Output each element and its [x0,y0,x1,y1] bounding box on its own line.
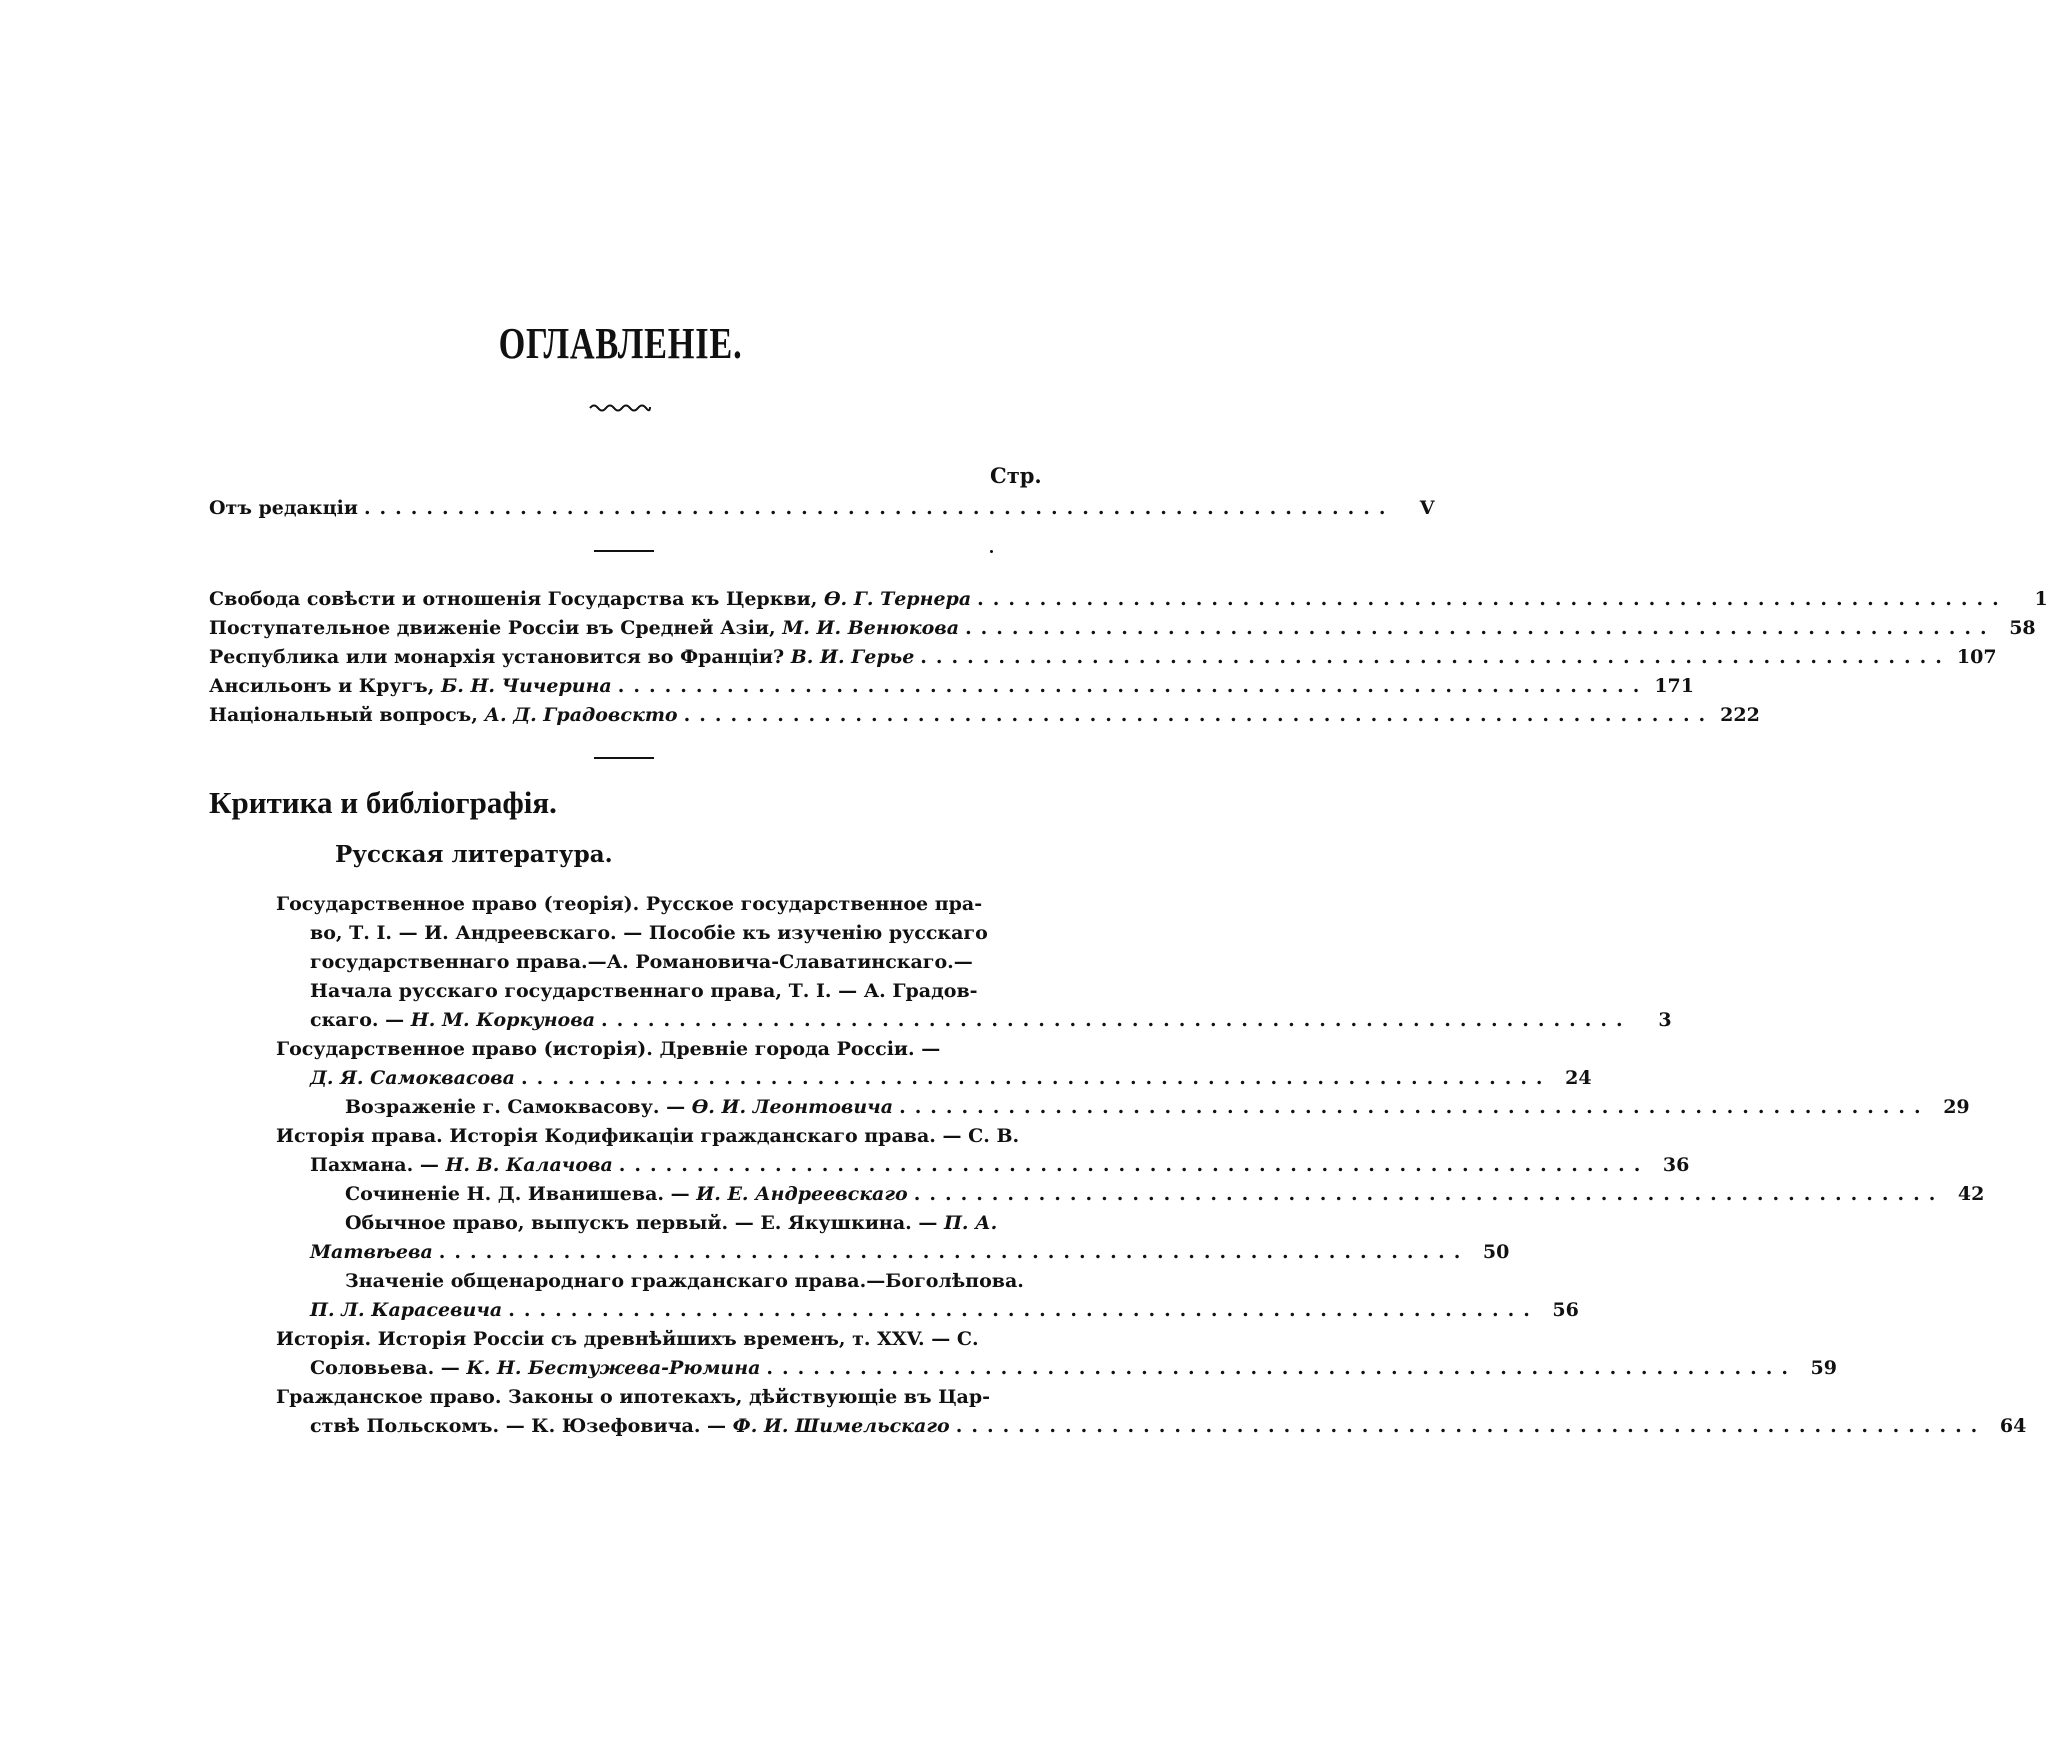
toc-entry-label: Обычное право, выпускъ первый. — Е. Якушкина. — [345,1212,938,1234]
dot-leader: .................................................................. [683,704,1715,726]
toc-lit-row[interactable] [310,1415,2027,1437]
divider [594,757,654,759]
toc-lit-row[interactable] [310,1154,1690,1176]
toc-page-number: 56 [1552,1299,1579,1321]
toc-page-number: 1 [2034,588,2048,610]
toc-article-row[interactable] [209,588,2048,610]
stray-mark [990,550,993,553]
toc-lit-row[interactable] [310,1009,1672,1031]
toc-article-row[interactable] [209,704,1760,726]
toc-text-line [345,1212,997,1234]
toc-text-line: во, Т. I. — И. Андреевскаго. — Пособіе къ изученію русскаго [310,922,988,944]
dot-leader: .................................................................. [438,1241,1470,1263]
toc-entry-author: А. Д. Градовскто [484,704,678,726]
toc-lit-row[interactable] [310,1299,1579,1321]
toc-entry-author: Б. Н. Чичерина [441,675,612,697]
toc-entry-author: И. Е. Андреевскаго [696,1183,908,1205]
toc-page-number: 24 [1565,1067,1592,1089]
toc-text-line: Значеніе общенароднаго гражданскаго права.—Боголѣпова. [345,1270,1024,1292]
toc-text-line: Исторія. Исторія Россіи съ древнѣйшихъ временъ, т. XXV. — С. [276,1328,979,1350]
toc-entry-author: П. Л. Карасевича [310,1299,503,1321]
dot-leader: .................................................................. [520,1067,1552,1089]
toc-page-number: 29 [1943,1096,1970,1118]
dot-leader: .................................................................. [766,1357,1797,1379]
divider [594,550,654,552]
toc-lit-row[interactable] [310,1357,1837,1379]
toc-preface-row[interactable] [209,497,1435,519]
toc-article-row[interactable] [209,675,1694,697]
toc-entry-label: скаго. — [310,1009,405,1031]
dot-leader: .................................................................. [601,1009,1632,1031]
dot-leader: .................................................................. [617,675,1649,697]
toc-text-line: Начала русскаго государственнаго права, Т. I. — А. Градов- [310,980,978,1002]
toc-page-number: 171 [1654,675,1694,697]
dot-leader: .................................................................. [965,617,1996,639]
toc-page-number: 59 [1810,1357,1837,1379]
toc-entry-label: Соловьева. — [310,1357,460,1379]
page-title: ОГЛАВЛЕНІЕ. [498,319,743,368]
toc-entry-author: П. А. [943,1212,998,1234]
dot-leader: .................................................................. [899,1096,1930,1118]
toc-lit-row[interactable] [345,1096,1970,1118]
toc-entry-label: Возраженіе г. Самоквасову. — [345,1096,686,1118]
toc-page-number: 42 [1957,1183,1985,1205]
toc-page-number: 50 [1482,1241,1510,1263]
toc-lit-row[interactable] [310,1241,1510,1263]
dot-leader: .................................................................. [363,497,1395,519]
toc-lit-row[interactable] [345,1183,1985,1205]
toc-entry-label: Ансильонъ и Кругъ, [209,675,435,697]
toc-entry-label: ствѣ Польскомъ. — К. Юзефовича. — [310,1415,727,1437]
toc-page-number: 36 [1662,1154,1690,1176]
dot-leader: .................................................................. [920,646,1951,668]
toc-entry-author: Ѳ. Г. Тернера [823,588,972,610]
toc-entry-author: Матвѣева [310,1241,433,1263]
toc-page-number: 107 [1956,646,1997,668]
toc-entry-author: М. И. Венюкова [782,617,960,639]
page-column-label: Стр. [990,463,1042,488]
toc-text-line: Исторія права. Исторія Кодификаціи гражданскаго права. — С. В. [276,1125,1020,1147]
ornament-wave [588,400,652,414]
subsection-title: Русская литература. [335,841,613,868]
toc-entry-label: Пахмана. — [310,1154,439,1176]
dot-leader: .................................................................. [977,588,2008,610]
toc-page-number: 64 [1999,1415,2027,1437]
toc-entry-label: Свобода совѣсти и отношенія Государства къ Церкви, [209,588,818,610]
toc-article-row[interactable] [209,617,2036,639]
toc-entry-author: Ф. И. Шимельскаго [732,1415,950,1437]
toc-page-number: V [1419,497,1435,519]
toc-page-number: 222 [1720,704,1760,726]
toc-text-line: Государственное право (исторія). Древніе города Россіи. — [276,1038,941,1060]
toc-entry-author: Ѳ. И. Леонтовича [691,1096,894,1118]
toc-entry-author: Н. М. Коркунова [410,1009,596,1031]
toc-entry-label: Отъ редакціи [209,497,358,519]
toc-page-number: 58 [2009,617,2036,639]
toc-entry-label: Республика или монархія установится во Франціи? [209,646,785,668]
dot-leader: .................................................................. [508,1299,1539,1321]
dot-leader: .................................................................. [618,1154,1650,1176]
toc-entry-label: Сочиненіе Н. Д. Иванишева. — [345,1183,690,1205]
toc-page-number: 3 [1658,1009,1672,1031]
toc-lit-row[interactable] [310,1067,1592,1089]
toc-entry-author: Д. Я. Самоквасова [310,1067,515,1089]
dot-leader: .................................................................. [955,1415,1987,1437]
toc-entry-label: Поступательное движеніе Россіи въ Средней Азіи, [209,617,776,639]
section-title: Критика и библіографія. [209,785,557,820]
toc-entry-author: Н. В. Калачова [445,1154,613,1176]
toc-entry-author: В. И. Герье [790,646,915,668]
toc-article-row[interactable] [209,646,1997,668]
toc-text-line: Гражданское право. Законы о ипотекахъ, дѣйствующіе въ Цар- [276,1386,991,1408]
toc-entry-author: К. Н. Бестужева-Рюмина [466,1357,761,1379]
toc-text-line: государственнаго права.—А. Романовича-Славатинскаго.— [310,951,973,973]
dot-leader: .................................................................. [913,1183,1945,1205]
toc-text-line: Государственное право (теорія). Русское государственное пра- [276,893,983,915]
toc-entry-label: Національный вопросъ, [209,704,478,726]
